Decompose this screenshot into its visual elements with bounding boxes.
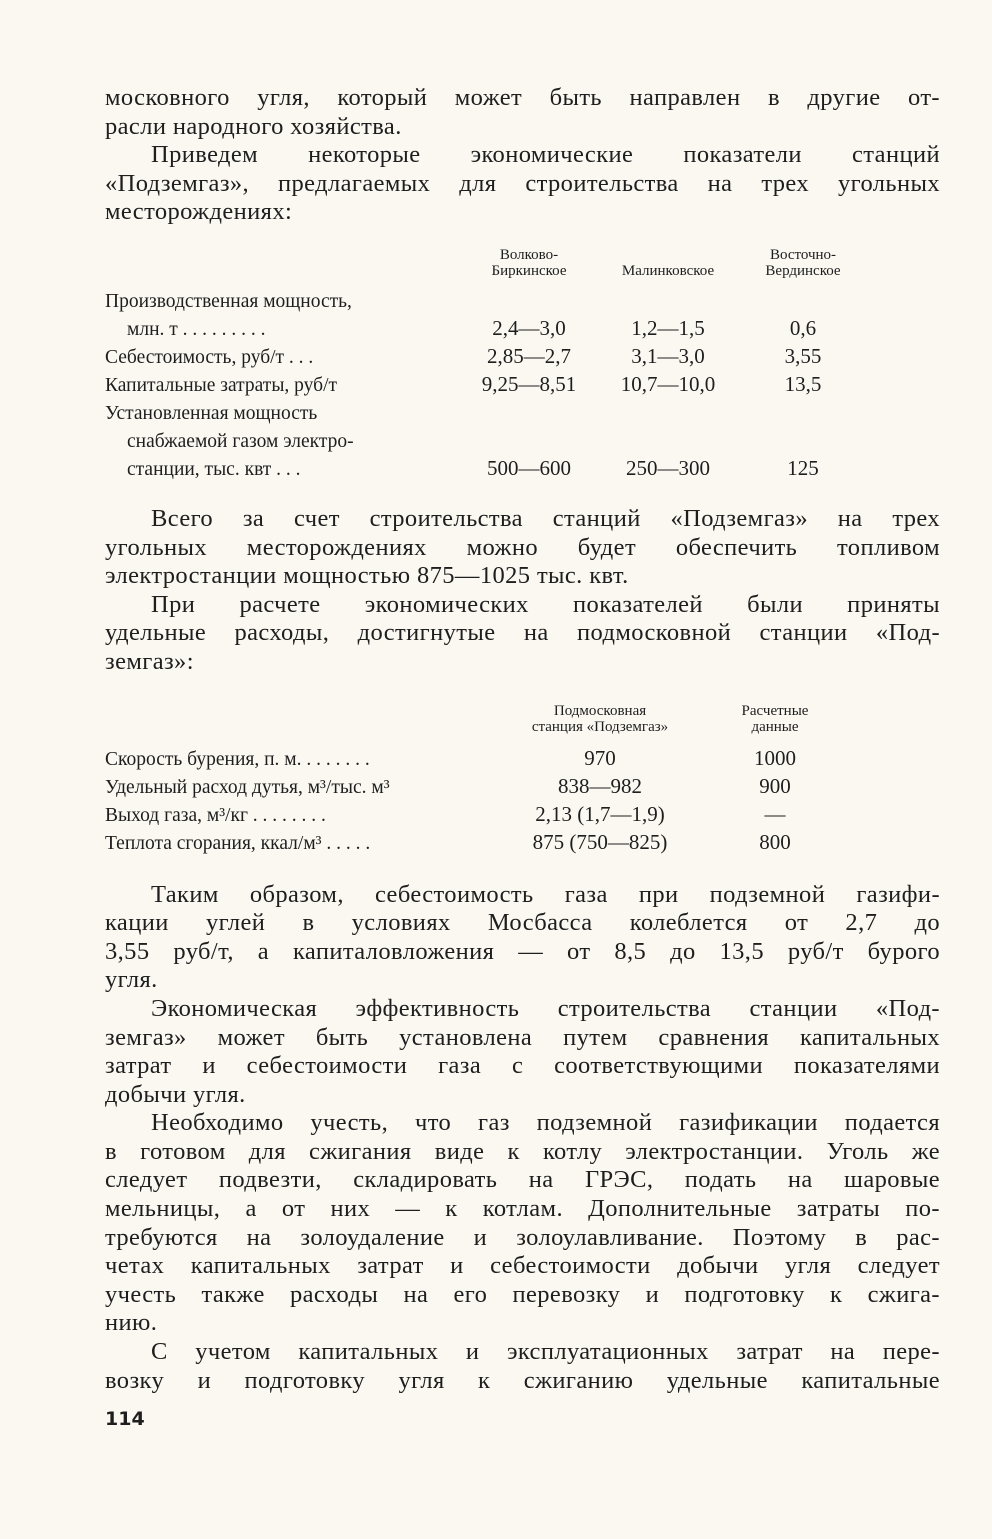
stations-table: [105, 239, 868, 481]
table-cell: [738, 285, 868, 313]
table-cell: 970: [584, 745, 616, 770]
text-line: «Подземгаз», предлагаемых для строительства на трех угольных: [105, 169, 940, 197]
table-row: [105, 827, 850, 855]
table-cell: [460, 425, 598, 453]
row-label: снабжаемой газом электро-: [127, 430, 354, 452]
paragraph-4: [105, 591, 940, 677]
text-line: московного угля, который может быть направлен в другие от-: [105, 84, 940, 111]
table-cell: [598, 397, 738, 425]
table-cell: 10,7—10,0: [620, 371, 716, 396]
table-cell: [738, 397, 868, 425]
paragraph-2: [105, 141, 940, 227]
table-cell: 875 (750—825): [532, 829, 668, 854]
table-cell: 125: [787, 455, 819, 480]
row-label: Производственная мощность,: [105, 290, 352, 312]
column-header: Восточно- Вердинское: [765, 246, 841, 279]
text-line: угля.: [105, 966, 158, 994]
table-cell: 2,13 (1,7—1,9): [535, 801, 665, 826]
text-line: Экономическая эффективность строительства станции «Под-: [151, 994, 940, 1022]
table-row: [105, 369, 868, 397]
table-cell: —: [764, 801, 786, 826]
table-row: [105, 285, 868, 313]
text-line: расли народного хозяйства.: [105, 112, 402, 140]
text-line: земгаз»:: [105, 647, 194, 675]
table-cell: [460, 285, 598, 313]
paragraph-5: [105, 881, 940, 995]
text-line: месторождениях:: [105, 198, 293, 226]
row-label: Скорость бурения, п. м. . . . . . . .: [105, 748, 370, 770]
table-cell: 800: [759, 829, 791, 854]
table-row: [105, 397, 868, 425]
table-cell: 1,2—1,5: [631, 315, 705, 340]
table-cell: [598, 425, 738, 453]
paragraph-8: [105, 1338, 940, 1395]
table-cell: 13,5: [784, 371, 822, 396]
table-cell: 500—600: [487, 455, 571, 480]
table-cell: 3,1—3,0: [631, 343, 705, 368]
row-label: станции, тыс. квт . . .: [127, 458, 301, 480]
table-cell: 2,85—2,7: [487, 343, 571, 368]
table-cell: 250—300: [626, 455, 710, 480]
table-row: [105, 313, 868, 341]
table-cell: 3,55: [784, 343, 822, 368]
text-line: удельные расходы, достигнутые на подмосковной станции «Под-: [105, 619, 940, 647]
row-label: Установленная мощность: [105, 402, 318, 424]
row-label: Удельный расход дутья, м³/тыс. м³: [105, 776, 390, 798]
table-cell: 900: [759, 773, 791, 798]
table-cell: [738, 425, 868, 453]
table-cell: 0,6: [789, 315, 817, 340]
text-line: Таким образом, себестоимость газа при подземной газифи-: [151, 880, 940, 908]
row-label: Теплота сгорания, ккал/м³ . . . . .: [105, 832, 371, 854]
text-line: требуются на золоудаление и золоулавливание. Поэтому в рас-: [105, 1223, 940, 1251]
text-line: добычи угля.: [105, 1080, 246, 1108]
text-line: Приведем некоторые экономические показатели станций: [151, 141, 940, 169]
column-header: Подмосковная станция «Подземгаз»: [531, 702, 669, 735]
text-line: 3,55 руб/т, а капиталовложения — от 8,5 до 13,5 руб/т бурого: [105, 937, 940, 965]
text-line: следует подвезти, складировать на ГРЭС, подать на шаровые: [105, 1166, 940, 1194]
row-label: Выход газа, м³/кг . . . . . . . .: [105, 804, 326, 826]
page-body: [105, 84, 940, 1395]
table-row: [105, 425, 868, 453]
specific-costs-table: [105, 691, 850, 855]
text-line: земгаз» может быть установлена путем сравнения капитальных: [105, 1023, 940, 1051]
row-label: Капитальные затраты, руб/т: [105, 374, 338, 396]
text-line: Всего за счет строительства станций «Подземгаз» на трех: [151, 504, 940, 532]
paragraph-3: [105, 505, 940, 591]
table-row: [105, 799, 850, 827]
text-line: угольных месторождениях можно будет обеспечить топливом: [105, 533, 940, 561]
paragraph-7: [105, 1109, 940, 1338]
text-line: электростанции мощностью 875—1025 тыс. квт.: [105, 562, 629, 590]
table-cell: 1000: [754, 745, 796, 770]
paragraph-6: [105, 995, 940, 1109]
text-line: возку и подготовку угля к сжиганию удельные капитальные: [105, 1366, 940, 1394]
table-row: [105, 743, 850, 771]
table-cell: [460, 397, 598, 425]
page-number: 114: [105, 1408, 145, 1430]
row-label: Себестоимость, руб/т . . .: [105, 346, 314, 368]
table-row: [105, 453, 868, 481]
table-row: [105, 771, 850, 799]
table-cell: 838—982: [558, 773, 642, 798]
text-line: кации углей в условиях Мосбасса колеблется от 2,7 до: [105, 909, 940, 937]
column-header: Волково- Биркинское: [491, 246, 567, 279]
text-line: затрат и себестоимости газа с соответствующими показателями: [105, 1052, 940, 1080]
column-header: Малинковское: [621, 262, 715, 279]
text-line: мельницы, а от них — к котлам. Дополнительные затраты по-: [105, 1195, 940, 1223]
table-cell: 2,4—3,0: [492, 315, 566, 340]
row-label: млн. т . . . . . . . . .: [127, 318, 266, 340]
paragraph-1: [105, 84, 940, 141]
text-line: четах капитальных затрат и себестоимости добычи угля следует: [105, 1252, 940, 1280]
table-cell: [598, 285, 738, 313]
column-header: Расчетные данные: [741, 702, 809, 735]
table-cell: 9,25—8,51: [481, 371, 577, 396]
table-row: [105, 341, 868, 369]
text-line: нию.: [105, 1309, 158, 1337]
text-line: учесть также расходы на его перевозку и подготовку к сжига-: [105, 1280, 940, 1308]
text-line: При расчете экономических показателей были приняты: [151, 590, 940, 618]
text-line: в готовом для сжигания виде к котлу электростанции. Уголь же: [105, 1137, 940, 1165]
text-line: С учетом капитальных и эксплуатационных затрат на пере-: [151, 1338, 940, 1366]
text-line: Необходимо учесть, что газ подземной газификации подается: [151, 1109, 940, 1137]
